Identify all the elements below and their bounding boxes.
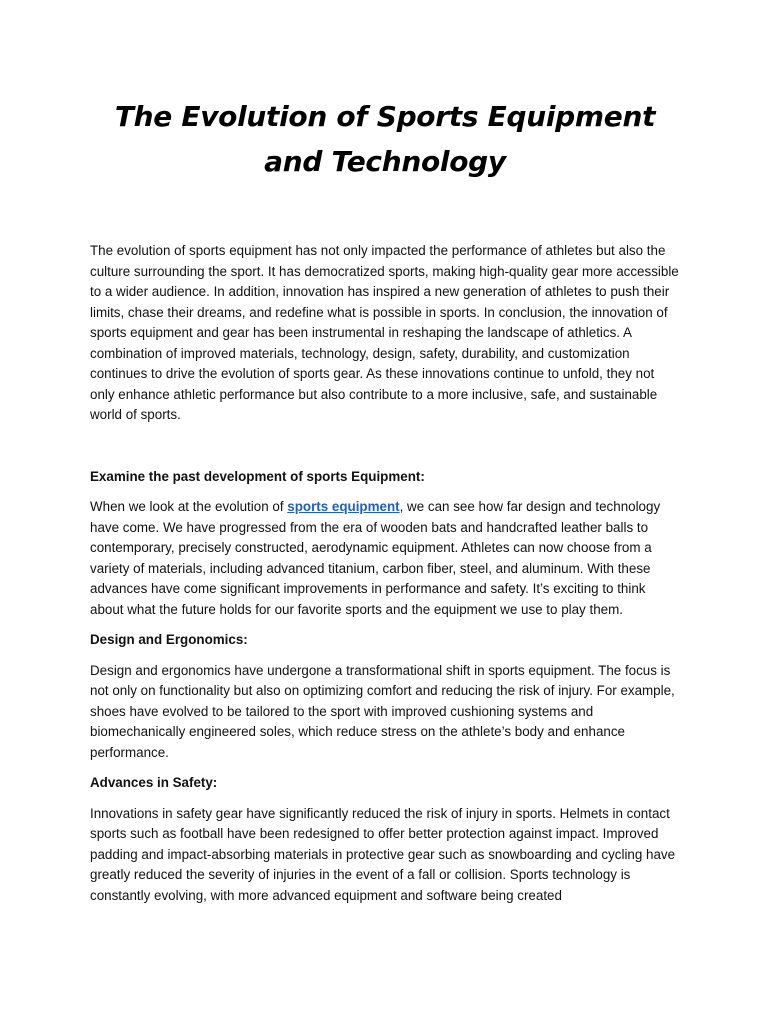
section-heading-safety: Advances in Safety: bbox=[90, 775, 218, 790]
document-title: The Evolution of Sports Equipment and Technology bbox=[114, 100, 656, 178]
paragraph-text: When we look at the evolution of bbox=[90, 499, 288, 514]
section-paragraph-design-ergonomics: Design and ergonomics have undergone a transformational shift in sports equipment. The focus is not only on functionality but also on optimizing comfort and reducing the risk of injury. For example, shoes have evolved to be tailored to the sport with improved cushioning systems and biomechanically engineered soles, which reduce stress on the athlete’s body and enhance performance. bbox=[90, 662, 675, 760]
section-heading-past-development: Examine the past development of sports Equipment: bbox=[90, 468, 425, 484]
sports-equipment-link[interactable]: sports equipment bbox=[287, 499, 400, 514]
section-heading-design-ergonomics: Design and Ergonomics: bbox=[90, 632, 248, 647]
section-paragraph-past-development bbox=[90, 497, 680, 620]
intro-paragraph: The evolution of sports equipment has not only impacted the performance of athletes but also the culture surrounding the sport. It has democratized sports, making high-quality gear more accessible to a wider audience. In addition, innovation has inspired a new generation of athletes to push their limits, chase their dreams, and redefine what is possible in sports. In conclusion, the innovation of sports equipment and gear has been instrumental in reshaping the landscape of athletics. A combination of improved materials, technology, design, safety, durability, and customization continues to drive the evolution of sports gear. As these innovations continue to unfold, they not only enhance athletic performance but also contribute to a more inclusive, safe, and sustainable world of sports. bbox=[90, 243, 679, 422]
paragraph-text: , we can see how far design and technology have come. We have progressed from the era of wooden bats and handcrafted leather balls to contemporary, precisely constructed, aerodynamic equipment. Athletes can now choose from a variety of materials, including advanced titanium, carbon fiber, steel, and aluminum. With these advances have come significant improvements in performance and safety. It’s exciting to think about what the future holds for our favorite sports and the equipment we use to play them. bbox=[90, 499, 661, 617]
section-paragraph-safety: Innovations in safety gear have significantly reduced the risk of injury in sports. Helmets in contact sports such as football have been redesigned to offer better protection against impact. Improved padding and impact-absorbing materials in protective gear such as snowboarding and cycling have greatly reduced the severity of injuries in the event of a fall or collision. Sports technology is constantly evolving, with more advanced equipment and software being created bbox=[90, 805, 676, 903]
